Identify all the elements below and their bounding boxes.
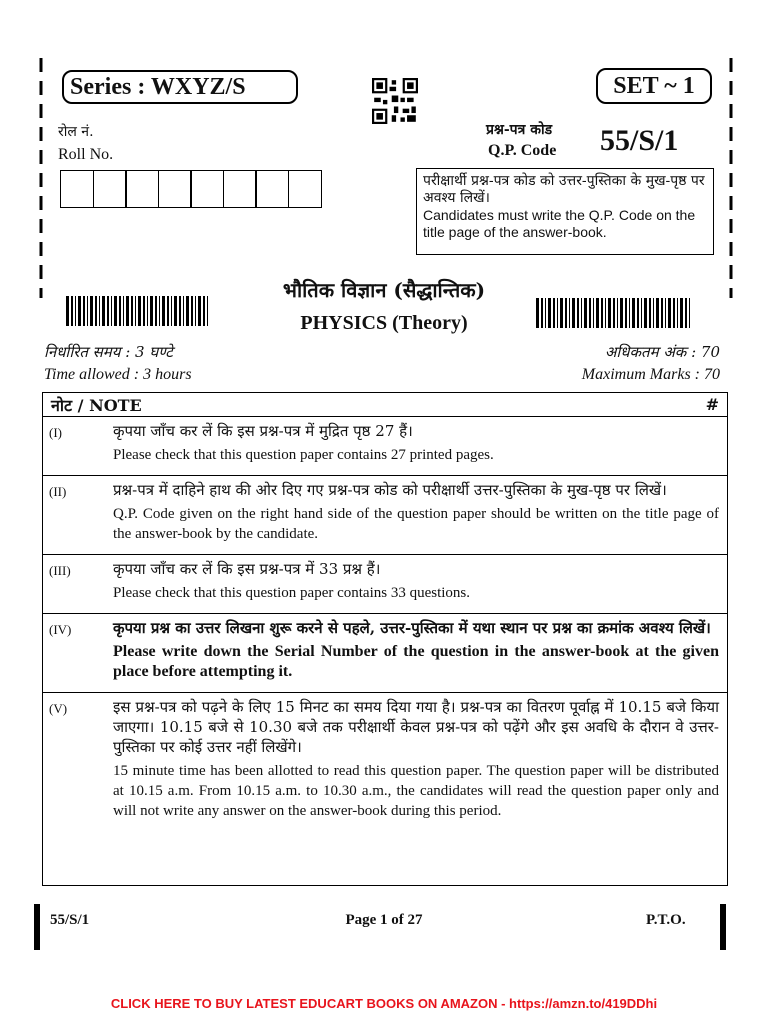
- footer-pto: P.T.O.: [646, 912, 686, 928]
- footer-page-number: Page 1 of 27: [345, 912, 423, 928]
- note-item-hindi: प्रश्न-पत्र में दाहिने हाथ की ओर दिए गए प्रश्न-पत्र कोड को परीक्षार्थी उत्तर-पुस्तिका के मुख-पृष्ठ पर लिखें।: [113, 481, 667, 499]
- roll-no-grid: [60, 170, 320, 208]
- note-item-hindi: कृपया प्रश्न का उत्तर लिखना शुरू करने से पहले, उत्तर-पुस्तिका में यथा स्थान पर प्रश्न का क्रमांक अवश्य लिखें।: [113, 619, 711, 637]
- note-item-hindi: इस प्रश्न-पत्र को पढ़ने के लिए 15 मिनट का समय दिया गया है। प्रश्न-पत्र का वितरण पूर्वाह्न में 10.15 बजे किया जाएगा। 10.15 बजे से 10.30 बजे तक परीक्षार्थी केवल प्रश्न-पत्र को पढ़ेंगे और इस अवधि के दौरान वे उत्तर-पुस्तिका पर कोई उत्तर नहीं लिखेंगे।: [113, 698, 719, 756]
- left-margin-marks: [38, 58, 44, 298]
- note-heading: नोट / NOTE: [51, 395, 142, 415]
- note-item-number: (I): [49, 425, 62, 440]
- subject-title-english: PHYSICS (Theory): [300, 312, 468, 334]
- roll-no-box: [60, 170, 94, 208]
- note-item: [43, 555, 727, 614]
- set-label: SET ~ 1: [596, 68, 712, 104]
- candidate-instruction-box: [416, 168, 714, 255]
- note-item: [43, 476, 727, 555]
- qp-code-english: Q.P. Code: [488, 142, 557, 159]
- note-item-english: Please write down the Serial Number of the question in the answer-book at the given place before attempting it.: [113, 643, 719, 680]
- note-item-english: Please check that this question paper contains 27 printed pages.: [113, 447, 494, 463]
- max-marks-hindi: अधिकतम अंक : 70: [604, 343, 720, 361]
- note-item-english: Please check that this question paper contains 33 questions.: [113, 585, 471, 601]
- time-allowed-english: Time allowed : 3 hours: [44, 366, 192, 383]
- qp-code-hindi: प्रश्न-पत्र कोड: [486, 122, 553, 138]
- roll-no-english: Roll No.: [58, 146, 114, 163]
- note-item: [43, 693, 727, 831]
- time-allowed-hindi: निर्धारित समय : 3 घण्टे: [44, 343, 173, 361]
- note-item-hindi: कृपया जाँच कर लें कि इस प्रश्न-पत्र में 33 प्रश्न हैं।: [113, 560, 381, 578]
- note-item-number: (IV): [49, 622, 72, 637]
- note-item-english: Q.P. Code given on the right hand side of the question paper should be written on the title page of the answer-book by the candidate.: [113, 506, 719, 542]
- amazon-promo-link[interactable]: CLICK HERE TO BUY LATEST EDUCART BOOKS ON AMAZON - https://amzn.to/419DDhi: [110, 996, 658, 1011]
- roll-no-box: [288, 170, 322, 208]
- roll-no-box: [190, 170, 224, 208]
- note-item-hindi: कृपया जाँच कर लें कि इस प्रश्न-पत्र में मुद्रित पृष्ठ 27 हैं।: [113, 422, 413, 440]
- note-item: [43, 417, 727, 476]
- roll-no-box: [223, 170, 257, 208]
- note-item: [43, 614, 727, 693]
- roll-no-hindi: रोल नं.: [58, 124, 94, 140]
- note-item-number: (III): [49, 563, 71, 578]
- qr-code-icon: [372, 78, 418, 124]
- note-item-english: 15 minute time has been allotted to read this question paper. The question paper will be distributed at 10.15 a.m. From 10.15 a.m. to 10.30 a.m., the candidates will read the question paper only and will not write any answer on the answer-book during this period.: [113, 763, 719, 819]
- candidate-note-english: Candidates must write the Q.P. Code on the title page of the answer-book.: [423, 207, 696, 240]
- qp-code-value: 55/S/1: [600, 124, 679, 157]
- roll-no-box: [125, 170, 159, 208]
- max-marks-english: Maximum Marks : 70: [581, 366, 720, 383]
- right-margin-marks: [728, 58, 734, 298]
- roll-no-box: [255, 170, 289, 208]
- note-header: [43, 393, 727, 417]
- roll-no-box: [93, 170, 127, 208]
- footer-paper-code: 55/S/1: [50, 912, 90, 928]
- series-label: Series : WXYZ/S: [62, 70, 298, 104]
- note-item-number: (II): [49, 484, 67, 499]
- candidate-note-hindi: परीक्षार्थी प्रश्न-पत्र कोड को उत्तर-पुस्तिका के मुख-पृष्ठ पर अवश्य लिखें।: [423, 173, 705, 206]
- note-hash: #: [705, 395, 719, 414]
- roll-no-box: [158, 170, 192, 208]
- note-item-number: (V): [49, 701, 68, 716]
- subject-title-hindi: भौतिक विज्ञान (सैद्धान्तिक): [282, 278, 486, 302]
- note-box: [42, 392, 728, 886]
